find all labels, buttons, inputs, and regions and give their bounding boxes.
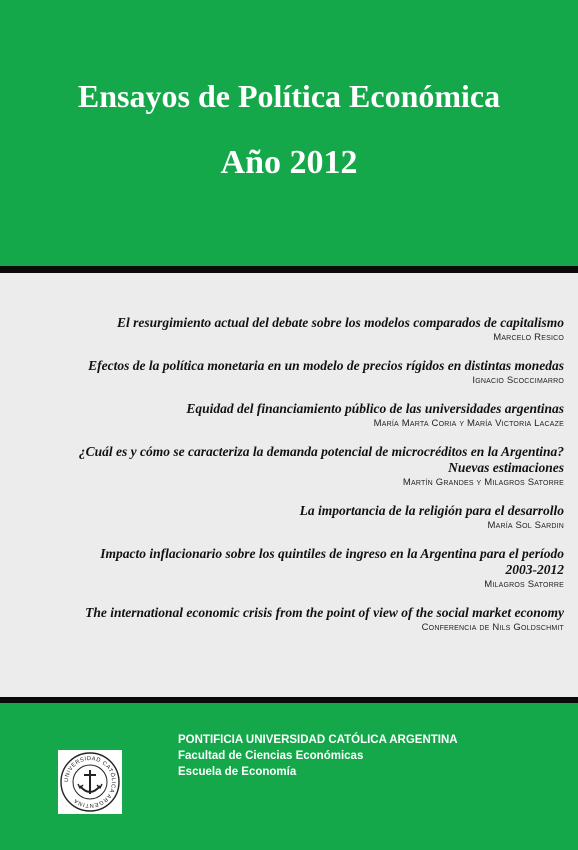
article-title-continued: 2003-2012: [505, 562, 564, 577]
article-item: [44, 605, 564, 634]
institution-block: [178, 732, 458, 780]
article-item: [44, 444, 564, 489]
school-name: Escuela de Economía: [178, 766, 297, 778]
article-author: Marcelo Resico: [493, 332, 564, 343]
article-author: María Marta Coria y María Victoria Lacaze: [373, 418, 564, 429]
article-item: [44, 315, 564, 344]
article-title: La importancia de la religión para el desarrollo: [299, 503, 564, 518]
article-item: [44, 401, 564, 430]
article-title: Equidad del financiamiento público de las universidades argentinas: [186, 401, 564, 416]
article-author: Conferencia de Nils Goldschmit: [421, 622, 564, 633]
journal-title: Ensayos de Política Económica: [77, 78, 501, 114]
article-author: Milagros Satorre: [484, 579, 564, 590]
header-band: [0, 0, 578, 266]
article-title: El resurgimiento actual del debate sobre los modelos comparados de capitalismo: [117, 315, 564, 330]
university-name: PONTIFICIA UNIVERSIDAD CATÓLICA ARGENTINA: [178, 734, 458, 746]
faculty-name: Facultad de Ciencias Económicas: [178, 750, 364, 762]
article-item: [44, 358, 564, 387]
article-title-continued: Nuevas estimaciones: [448, 460, 564, 475]
article-title: Efectos de la política monetaria en un modelo de precios rígidos en distintas monedas: [88, 358, 564, 373]
article-item: [44, 503, 564, 532]
article-author: Martín Grandes y Milagros Satorre: [402, 477, 564, 488]
article-author: María Sol Sardin: [487, 520, 564, 531]
article-item: [44, 546, 564, 591]
article-list: [44, 315, 564, 648]
journal-year: Año 2012: [220, 144, 358, 181]
article-title: ¿Cuál es y cómo se caracteriza la demanda potencial de microcréditos en la Argentina?: [78, 444, 564, 459]
article-author: Ignacio Scoccimarro: [472, 375, 564, 386]
divider-top: [0, 266, 578, 273]
seal-text: UNIVERSIDAD CATÓLICA ARGENTINA: [63, 755, 117, 809]
article-title: Impacto inflacionario sobre los quintiles de ingreso en la Argentina para el período: [100, 546, 564, 561]
anchor-cross-seal-icon: [58, 750, 122, 814]
article-title: The international economic crisis from the point of view of the social market economy: [85, 605, 564, 620]
